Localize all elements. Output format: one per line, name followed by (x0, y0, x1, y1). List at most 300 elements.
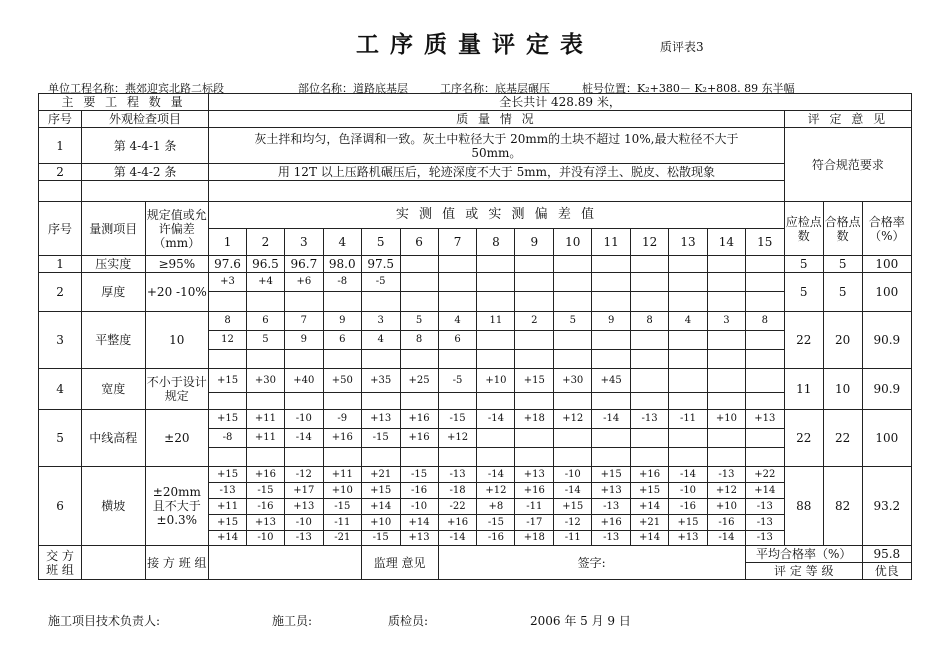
measured-value: +16 (592, 515, 631, 531)
grade-value: 优良 (862, 563, 911, 580)
check-points: 5 (784, 256, 823, 273)
measured-value: -5 (438, 369, 477, 393)
measured-value: +15 (592, 467, 631, 483)
measured-value (707, 331, 745, 350)
measured-value (284, 448, 323, 467)
pass-points: 10 (823, 369, 862, 410)
process-name: 工序名称：底基层碾压 (440, 82, 550, 95)
measured-value: -11 (323, 515, 361, 531)
check-points-header: 应检点数 (784, 202, 823, 256)
measured-value: +13 (515, 467, 554, 483)
measured-value (323, 393, 361, 410)
measured-value: 96.5 (246, 256, 284, 273)
measure-item: 平整度 (82, 312, 146, 369)
measured-value (323, 292, 361, 312)
measured-value: +3 (209, 273, 247, 292)
measured-value (554, 429, 592, 448)
part-name: 部位名称：道路底基层 (298, 82, 408, 95)
supervisor-sign: 签字: (438, 546, 745, 580)
measured-value (515, 273, 554, 292)
measured-value: +13 (592, 483, 631, 499)
measured-value: +16 (400, 410, 438, 429)
measured-value (246, 292, 284, 312)
measured-value: +16 (515, 483, 554, 499)
measured-value: +15 (209, 369, 247, 393)
measured-value: +14 (745, 483, 784, 499)
col-quality: 质 量 情 况 (209, 111, 785, 128)
measured-value (745, 256, 784, 273)
measured-value (554, 393, 592, 410)
measured-value (554, 448, 592, 467)
col-no: 序号 (39, 111, 82, 128)
measured-value: 3 (361, 312, 400, 331)
measured-value: -13 (745, 515, 784, 531)
column-number: 14 (707, 229, 745, 256)
measured-value: +6 (284, 273, 323, 292)
measured-value: +13 (400, 531, 438, 546)
column-number: 8 (477, 229, 515, 256)
measured-value: +15 (554, 499, 592, 515)
measured-value (745, 393, 784, 410)
measured-value (669, 429, 708, 448)
measure-item: 横坡 (82, 467, 146, 546)
measured-value (361, 393, 400, 410)
measured-value: +21 (361, 467, 400, 483)
measured-value: 97.6 (209, 256, 247, 273)
measured-value: -14 (554, 483, 592, 499)
row-no: 1 (39, 256, 82, 273)
measured-value (631, 256, 669, 273)
column-number: 1 (209, 229, 247, 256)
measured-value: -13 (745, 531, 784, 546)
quantity-value: 全长共计 428.89 米， (209, 94, 912, 111)
column-number: 2 (246, 229, 284, 256)
column-number: 5 (361, 229, 400, 256)
column-number: 4 (323, 229, 361, 256)
measured-value (592, 429, 631, 448)
spec-value: ±20mm 且不大于±0.3% (145, 467, 209, 546)
measured-value: -14 (592, 410, 631, 429)
measured-value: -13 (592, 531, 631, 546)
measured-value: 3 (707, 312, 745, 331)
measured-value: 4 (669, 312, 708, 331)
measured-value (477, 292, 515, 312)
measured-value: -11 (554, 531, 592, 546)
measured-value: 96.7 (284, 256, 323, 273)
row-no: 6 (39, 467, 82, 546)
measured-value: -15 (400, 467, 438, 483)
station-position: 桩号位置：K₂+380－ K₂+808. 89 东半幅 (582, 82, 795, 95)
measured-value: +14 (631, 531, 669, 546)
pass-rate: 100 (862, 256, 911, 273)
measured-value: +10 (323, 483, 361, 499)
measured-value: +16 (438, 515, 477, 531)
measured-value: +18 (515, 410, 554, 429)
measured-value: -16 (246, 499, 284, 515)
pass-points-header: 合格点数 (823, 202, 862, 256)
measured-value (669, 331, 708, 350)
measure-item-header: 量测项目 (82, 202, 146, 256)
measured-value: +10 (477, 369, 515, 393)
tech-lead-label: 施工项目技术负责人: (48, 614, 161, 628)
visual-row-desc: 灰土拌和均匀，色泽调和一致。灰土中粒径大于 20mm的土块不超过 10%,最大粒径不大于 50mm。 (209, 128, 785, 164)
visual-row-desc: 用 12T 以上压路机碾压后，轮迹深度不大于 5mm，并没有浮土、脱皮、松散现象 (209, 164, 785, 181)
measured-value (669, 292, 708, 312)
measured-value (246, 448, 284, 467)
spec-value: +20 -10% (145, 273, 209, 312)
measured-value: -14 (707, 531, 745, 546)
measured-value: 11 (477, 312, 515, 331)
avg-rate-label: 平均合格率（%） (745, 546, 862, 563)
measured-value (554, 350, 592, 369)
measured-value: +12 (438, 429, 477, 448)
measured-value: 98.0 (323, 256, 361, 273)
measured-value: 5 (400, 312, 438, 331)
measured-value (745, 429, 784, 448)
measured-value: -17 (515, 515, 554, 531)
values-header: 实 测 值 或 实 测 偏 差 值 (209, 202, 785, 229)
visual-row-item: 第 4-4-2 条 (82, 164, 209, 181)
measured-value: -9 (323, 410, 361, 429)
measured-value: 4 (361, 331, 400, 350)
measured-value: -10 (400, 499, 438, 515)
measured-value (707, 273, 745, 292)
measured-value (669, 369, 708, 393)
column-number: 13 (669, 229, 708, 256)
measured-value (669, 448, 708, 467)
column-number: 15 (745, 229, 784, 256)
spec-value: 10 (145, 312, 209, 369)
measured-value (707, 393, 745, 410)
pass-points: 20 (823, 312, 862, 369)
measured-value (400, 350, 438, 369)
measured-value: +12 (477, 483, 515, 499)
measured-value: -11 (515, 499, 554, 515)
measured-value: 6 (246, 312, 284, 331)
column-number: 6 (400, 229, 438, 256)
measured-value: -10 (554, 467, 592, 483)
measured-value (361, 448, 400, 467)
measured-value: -13 (707, 467, 745, 483)
measured-value: -14 (477, 467, 515, 483)
measured-value (745, 350, 784, 369)
measured-value: -14 (669, 467, 708, 483)
measured-value (400, 292, 438, 312)
measured-value: +16 (631, 467, 669, 483)
measured-value: -15 (246, 483, 284, 499)
measured-value: -10 (284, 515, 323, 531)
measured-value: +16 (400, 429, 438, 448)
check-points: 22 (784, 312, 823, 369)
pass-points: 5 (823, 256, 862, 273)
measured-value: -14 (438, 531, 477, 546)
measured-value: +11 (246, 429, 284, 448)
measured-value: -22 (438, 499, 477, 515)
column-number: 9 (515, 229, 554, 256)
measured-value: +11 (246, 410, 284, 429)
worker-label: 施工员: (272, 614, 313, 628)
measured-value: 5 (554, 312, 592, 331)
measured-value (284, 393, 323, 410)
measured-value (707, 369, 745, 393)
measured-value: -15 (361, 429, 400, 448)
unit-project-name: 单位工程名称：燕郊迎宾北路二标段 (48, 82, 224, 95)
measured-value (209, 350, 247, 369)
measured-value (631, 292, 669, 312)
measured-value (631, 369, 669, 393)
measured-value: -21 (323, 531, 361, 546)
grade-label: 评 定 等 级 (745, 563, 862, 580)
measure-item: 压实度 (82, 256, 146, 273)
measured-value: 9 (592, 312, 631, 331)
measured-value: -8 (209, 429, 247, 448)
measured-value: -15 (361, 531, 400, 546)
measured-value: +15 (515, 369, 554, 393)
measured-value: -13 (284, 531, 323, 546)
avg-rate-value: 95.8 (862, 546, 911, 563)
measured-value: +15 (209, 467, 247, 483)
measured-value: +13 (361, 410, 400, 429)
visual-row-no: 1 (39, 128, 82, 164)
measured-value: -13 (438, 467, 477, 483)
handover-team-label: 交 方 班 组 (39, 546, 82, 580)
measured-value: +14 (209, 531, 247, 546)
form-code: 质评表3 (660, 40, 704, 54)
measured-value: -15 (323, 499, 361, 515)
measured-value (554, 256, 592, 273)
supervisor-label: 监理 意见 (361, 546, 438, 580)
measured-value: 97.5 (361, 256, 400, 273)
measured-value: +13 (745, 410, 784, 429)
measured-value (361, 350, 400, 369)
measured-value (592, 393, 631, 410)
spec-header: 规定值或允许偏差（mm） (145, 202, 209, 256)
measured-value (515, 292, 554, 312)
measured-value: -12 (554, 515, 592, 531)
measured-value (438, 448, 477, 467)
measured-value (438, 256, 477, 273)
measured-value: +22 (745, 467, 784, 483)
measured-value (209, 393, 247, 410)
measured-value (209, 448, 247, 467)
measured-value: -14 (284, 429, 323, 448)
measured-value: -13 (631, 410, 669, 429)
pass-rate: 90.9 (862, 369, 911, 410)
measured-value (707, 429, 745, 448)
quantity-label: 主 要 工 程 数 量 (39, 94, 209, 111)
measured-value (592, 331, 631, 350)
measured-value: -13 (592, 499, 631, 515)
measured-value: +15 (669, 515, 708, 531)
empty-cell (209, 181, 785, 202)
row-no: 5 (39, 410, 82, 467)
measured-value (669, 256, 708, 273)
measured-value: +21 (631, 515, 669, 531)
check-points: 88 (784, 467, 823, 546)
measured-value: 7 (284, 312, 323, 331)
check-points: 22 (784, 410, 823, 467)
measured-value: +14 (361, 499, 400, 515)
measured-value: -13 (209, 483, 247, 499)
measured-value (515, 448, 554, 467)
measured-value (515, 429, 554, 448)
measured-value: +15 (361, 483, 400, 499)
measured-value: +17 (284, 483, 323, 499)
measured-value: +30 (246, 369, 284, 393)
measured-value: +13 (284, 499, 323, 515)
measured-value (592, 350, 631, 369)
measured-value (477, 448, 515, 467)
measured-value (631, 429, 669, 448)
pass-points: 5 (823, 273, 862, 312)
measured-value: +12 (554, 410, 592, 429)
measured-value (669, 350, 708, 369)
measured-value (554, 331, 592, 350)
measured-value: 8 (631, 312, 669, 331)
measured-value: +15 (631, 483, 669, 499)
date-label: 2006 年 5 月 9 日 (530, 614, 631, 628)
quality-table (38, 93, 912, 580)
visual-row-no: 2 (39, 164, 82, 181)
pass-rate: 100 (862, 273, 911, 312)
measured-value (745, 331, 784, 350)
measured-value: -13 (745, 499, 784, 515)
measured-value (669, 273, 708, 292)
measured-value (745, 369, 784, 393)
measured-value: 9 (284, 331, 323, 350)
col-visual: 外观检查项目 (82, 111, 209, 128)
measured-value: +18 (515, 531, 554, 546)
measured-value: +25 (400, 369, 438, 393)
measured-value (323, 448, 361, 467)
measured-value (400, 393, 438, 410)
measured-value: +15 (209, 515, 247, 531)
spec-value: ±20 (145, 410, 209, 467)
measured-value: +50 (323, 369, 361, 393)
row-no: 4 (39, 369, 82, 410)
visual-row-item: 第 4-4-1 条 (82, 128, 209, 164)
measured-value (515, 331, 554, 350)
measured-value (246, 393, 284, 410)
measured-value (477, 350, 515, 369)
measured-value (554, 273, 592, 292)
measured-value: -11 (669, 410, 708, 429)
spec-value: ≥95% (145, 256, 209, 273)
pass-rate: 93.2 (862, 467, 911, 546)
measure-item: 厚度 (82, 273, 146, 312)
measured-value: -15 (438, 410, 477, 429)
measured-value (400, 448, 438, 467)
measured-value (477, 256, 515, 273)
measured-value (745, 292, 784, 312)
measured-value (592, 273, 631, 292)
measured-value: -14 (477, 410, 515, 429)
form-title: 工序质量评定表 (356, 32, 594, 58)
measured-value: +14 (631, 499, 669, 515)
measure-no-header: 序号 (39, 202, 82, 256)
measured-value (592, 448, 631, 467)
measured-value: +4 (246, 273, 284, 292)
measured-value: 8 (400, 331, 438, 350)
measured-value (515, 350, 554, 369)
measured-value (631, 448, 669, 467)
measured-value: -16 (400, 483, 438, 499)
spec-value: 不小于设计规定 (145, 369, 209, 410)
measured-value: -18 (438, 483, 477, 499)
pass-rate: 90.9 (862, 312, 911, 369)
measured-value: 4 (438, 312, 477, 331)
measured-value (554, 292, 592, 312)
measured-value: +11 (323, 467, 361, 483)
check-points: 5 (784, 273, 823, 312)
pass-rate-header: 合格率（%） (862, 202, 911, 256)
measured-value (592, 256, 631, 273)
pass-points: 82 (823, 467, 862, 546)
column-number: 3 (284, 229, 323, 256)
pass-points: 22 (823, 410, 862, 467)
measured-value: +12 (707, 483, 745, 499)
measured-value (438, 292, 477, 312)
column-number: 12 (631, 229, 669, 256)
measure-item: 宽度 (82, 369, 146, 410)
row-no: 3 (39, 312, 82, 369)
measured-value: +13 (669, 531, 708, 546)
pass-rate: 100 (862, 410, 911, 467)
measured-value: -15 (477, 515, 515, 531)
column-number: 10 (554, 229, 592, 256)
measured-value (631, 331, 669, 350)
empty-cell (82, 181, 209, 202)
eval-text: 符合规范要求 (784, 128, 911, 202)
measured-value: 6 (323, 331, 361, 350)
measured-value: 6 (438, 331, 477, 350)
measured-value: +8 (477, 499, 515, 515)
measured-value (400, 256, 438, 273)
measured-value: +10 (707, 499, 745, 515)
measured-value: +30 (554, 369, 592, 393)
measured-value (323, 350, 361, 369)
measured-value (707, 292, 745, 312)
measured-value: +11 (209, 499, 247, 515)
measured-value: 2 (515, 312, 554, 331)
measured-value: 8 (745, 312, 784, 331)
measured-value (284, 292, 323, 312)
measured-value (438, 273, 477, 292)
measured-value (477, 393, 515, 410)
measured-value: +35 (361, 369, 400, 393)
measured-value: -8 (323, 273, 361, 292)
measured-value (400, 273, 438, 292)
measured-value: +13 (246, 515, 284, 531)
measured-value: -12 (284, 467, 323, 483)
measured-value (745, 273, 784, 292)
col-eval: 评 定 意 见 (784, 111, 911, 128)
handover-team-value (82, 546, 146, 580)
column-number: 11 (592, 229, 631, 256)
measured-value: +15 (209, 410, 247, 429)
row-no: 2 (39, 273, 82, 312)
measured-value: -16 (707, 515, 745, 531)
measured-value: -5 (361, 273, 400, 292)
measured-value (477, 429, 515, 448)
receive-team-value (209, 546, 362, 580)
measured-value: +10 (707, 410, 745, 429)
measured-value: +10 (361, 515, 400, 531)
measured-value (361, 292, 400, 312)
measured-value: +40 (284, 369, 323, 393)
measured-value (631, 273, 669, 292)
measured-value (246, 350, 284, 369)
